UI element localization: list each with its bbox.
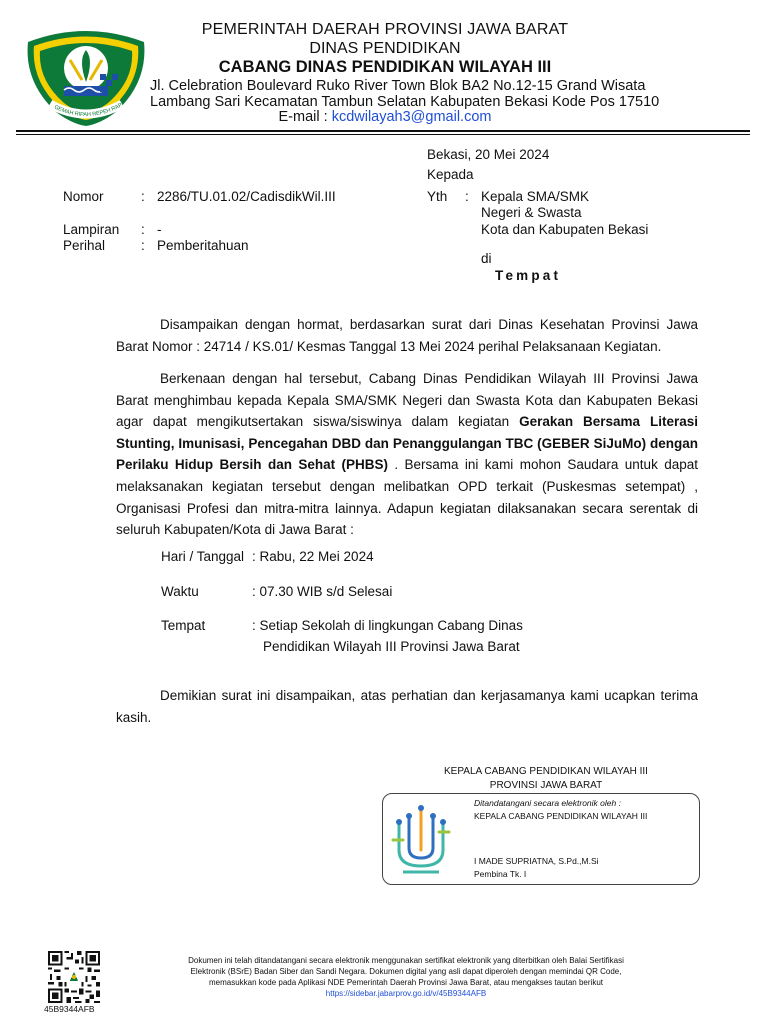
signed-by-role: KEPALA CABANG PENDIDIKAN WILAYAH III	[474, 811, 648, 821]
tempat-value-line1: : Setiap Sekolah di lingkungan Cabang Dinas	[252, 618, 523, 633]
nomor-label: Nomor	[63, 189, 104, 204]
closing-paragraph: Demikian surat ini disampaikan, atas perhatian dan kerjasamanya kami ucapkan terima kasih.	[116, 688, 698, 725]
tempat-heading: Tempat	[495, 268, 562, 283]
signatory-title-line2: PROVINSI JAWA BARAT	[489, 780, 603, 791]
footer-note-line1: Dokumen ini telah ditandatangani secara elektronik menggunakan sertifikat elektronik yang diterbitkan oleh Balai Sertifikasi	[188, 956, 624, 965]
lampiran-value: -	[157, 222, 162, 237]
perihal-label: Perihal	[63, 238, 106, 253]
footer-note-line2: Elektronik (BSrE) Badan Siber dan Sandi Negara. Dokumen digital yang asli dapat diperoleh dengan memindai QR Code,	[190, 967, 622, 976]
body-paragraph-2	[116, 368, 698, 541]
di-label: di	[481, 251, 492, 266]
qr-document-code: 45B9344AFB	[44, 1004, 95, 1014]
letterhead-address-line1: Jl. Celebration Boulevard Ruko River Town Blok BA2 No.12-15 Grand Wisata	[150, 78, 646, 94]
letterhead-divider-thin	[16, 134, 750, 135]
letterhead-address-line2: Lambang Sari Kecamatan Tambun Selatan Kabupaten Bekasi Kode Pos 17510	[150, 94, 660, 110]
nomor-value: 2286/TU.01.02/CadisdikWil.III	[157, 189, 336, 204]
tempat-label: Tempat	[161, 618, 206, 633]
email-link[interactable]: kcdwilayah3@gmail.com	[331, 109, 492, 125]
footer-note-line3: memasukkan kode pada Aplikasi NDE Pemerintah Daerah Provinsi Jawa Barat, atau mengakses tautan berikut	[209, 978, 603, 987]
para2-bold-event: Gerakan Bersama Literasi Stunting, Imunisasi, Pencegahan DBD dan Penanggulangan TBC (GEBER SiJuMo) dengan Perilaku Hidup Bersih dan Sehat (PHBS)	[116, 414, 698, 473]
signatory-rank: Pembina Tk. I	[474, 869, 527, 879]
verification-qr-code[interactable]	[48, 951, 100, 1003]
kepada-label: Kepada	[427, 167, 474, 182]
waktu-value: : 07.30 WIB s/d Selesai	[252, 584, 393, 599]
lampiran-label: Lampiran	[63, 222, 120, 237]
hari-value: : Rabu, 22 Mei 2024	[252, 549, 374, 564]
signatory-name: I MADE SUPRIATNA, S.Pd.,M.Si	[474, 856, 599, 866]
bsre-signature-icon	[389, 800, 453, 880]
nomor-colon: :	[141, 189, 145, 204]
letterhead-divider-thick	[16, 130, 750, 132]
recipient-line3: Kota dan Kabupaten Bekasi	[481, 222, 649, 237]
letterhead-email-line	[150, 109, 620, 125]
letterhead-government: PEMERINTAH DAERAH PROVINSI JAWA BARAT	[201, 21, 569, 38]
letterhead-department: DINAS PENDIDIKAN	[309, 40, 461, 57]
lampiran-colon: :	[141, 222, 145, 237]
email-label: E-mail :	[278, 109, 332, 125]
logo-motto: GEMAH RIPAH REPEH RAP	[53, 102, 124, 119]
recipient-line2: Negeri & Swasta	[481, 205, 582, 220]
body-paragraph-1: Disampaikan dengan hormat, berdasarkan surat dari Dinas Kesehatan Provinsi Jawa Barat Nomor : 24714 / KS.01/ Kesmas Tanggal 13 Mei 2024 perihal Pelaksanaan Kegiatan.	[116, 317, 698, 354]
footer-verification-link[interactable]: https://sidebar.jabarprov.go.id/v/45B9344AFB	[325, 989, 487, 998]
waktu-label: Waktu	[161, 584, 199, 599]
perihal-value: Pemberitahuan	[157, 238, 249, 253]
yth-colon: :	[465, 189, 469, 204]
west-java-emblem-logo	[20, 20, 152, 130]
signatory-title-line1: KEPALA CABANG PENDIDIKAN WILAYAH III	[444, 766, 648, 777]
recipient-line1: Kepala SMA/SMK	[481, 189, 590, 204]
tempat-value-line2: Pendidikan Wilayah III Provinsi Jawa Barat	[263, 639, 520, 654]
para2-text-a: Berkenaan dengan hal tersebut, Cabang Dinas Pendidikan Wilayah III Provinsi Jawa Barat menghimbau kepada Kepala SMA/SMK Negeri dan Swasta Kota dan Kabupaten Bekasi agar dapat mengikutsertakan siswa/siswinya dalam kegiatan	[116, 371, 698, 430]
para2-text-b: . Bersama ini kami mohon Saudara untuk dapat melaksanakan kegiatan tersebut dengan melibatkan OPD terkait (Puskesmas setempat) , Organisasi Profesi dan mitra-mitra lainnya. Adapun kegiatan dilaksanakan secara serentak di seluruh Kabupaten/Kota di Jawa Barat :	[116, 457, 698, 538]
letterhead-branch: CABANG DINAS PENDIDIKAN WILAYAH III	[218, 58, 552, 76]
place-date: Bekasi, 20 Mei 2024	[427, 147, 550, 162]
signed-electronically-note: Ditandatangani secara elektronik oleh :	[474, 798, 621, 808]
yth-label: Yth	[427, 189, 448, 204]
perihal-colon: :	[141, 238, 145, 253]
hari-label: Hari / Tanggal	[161, 549, 245, 564]
